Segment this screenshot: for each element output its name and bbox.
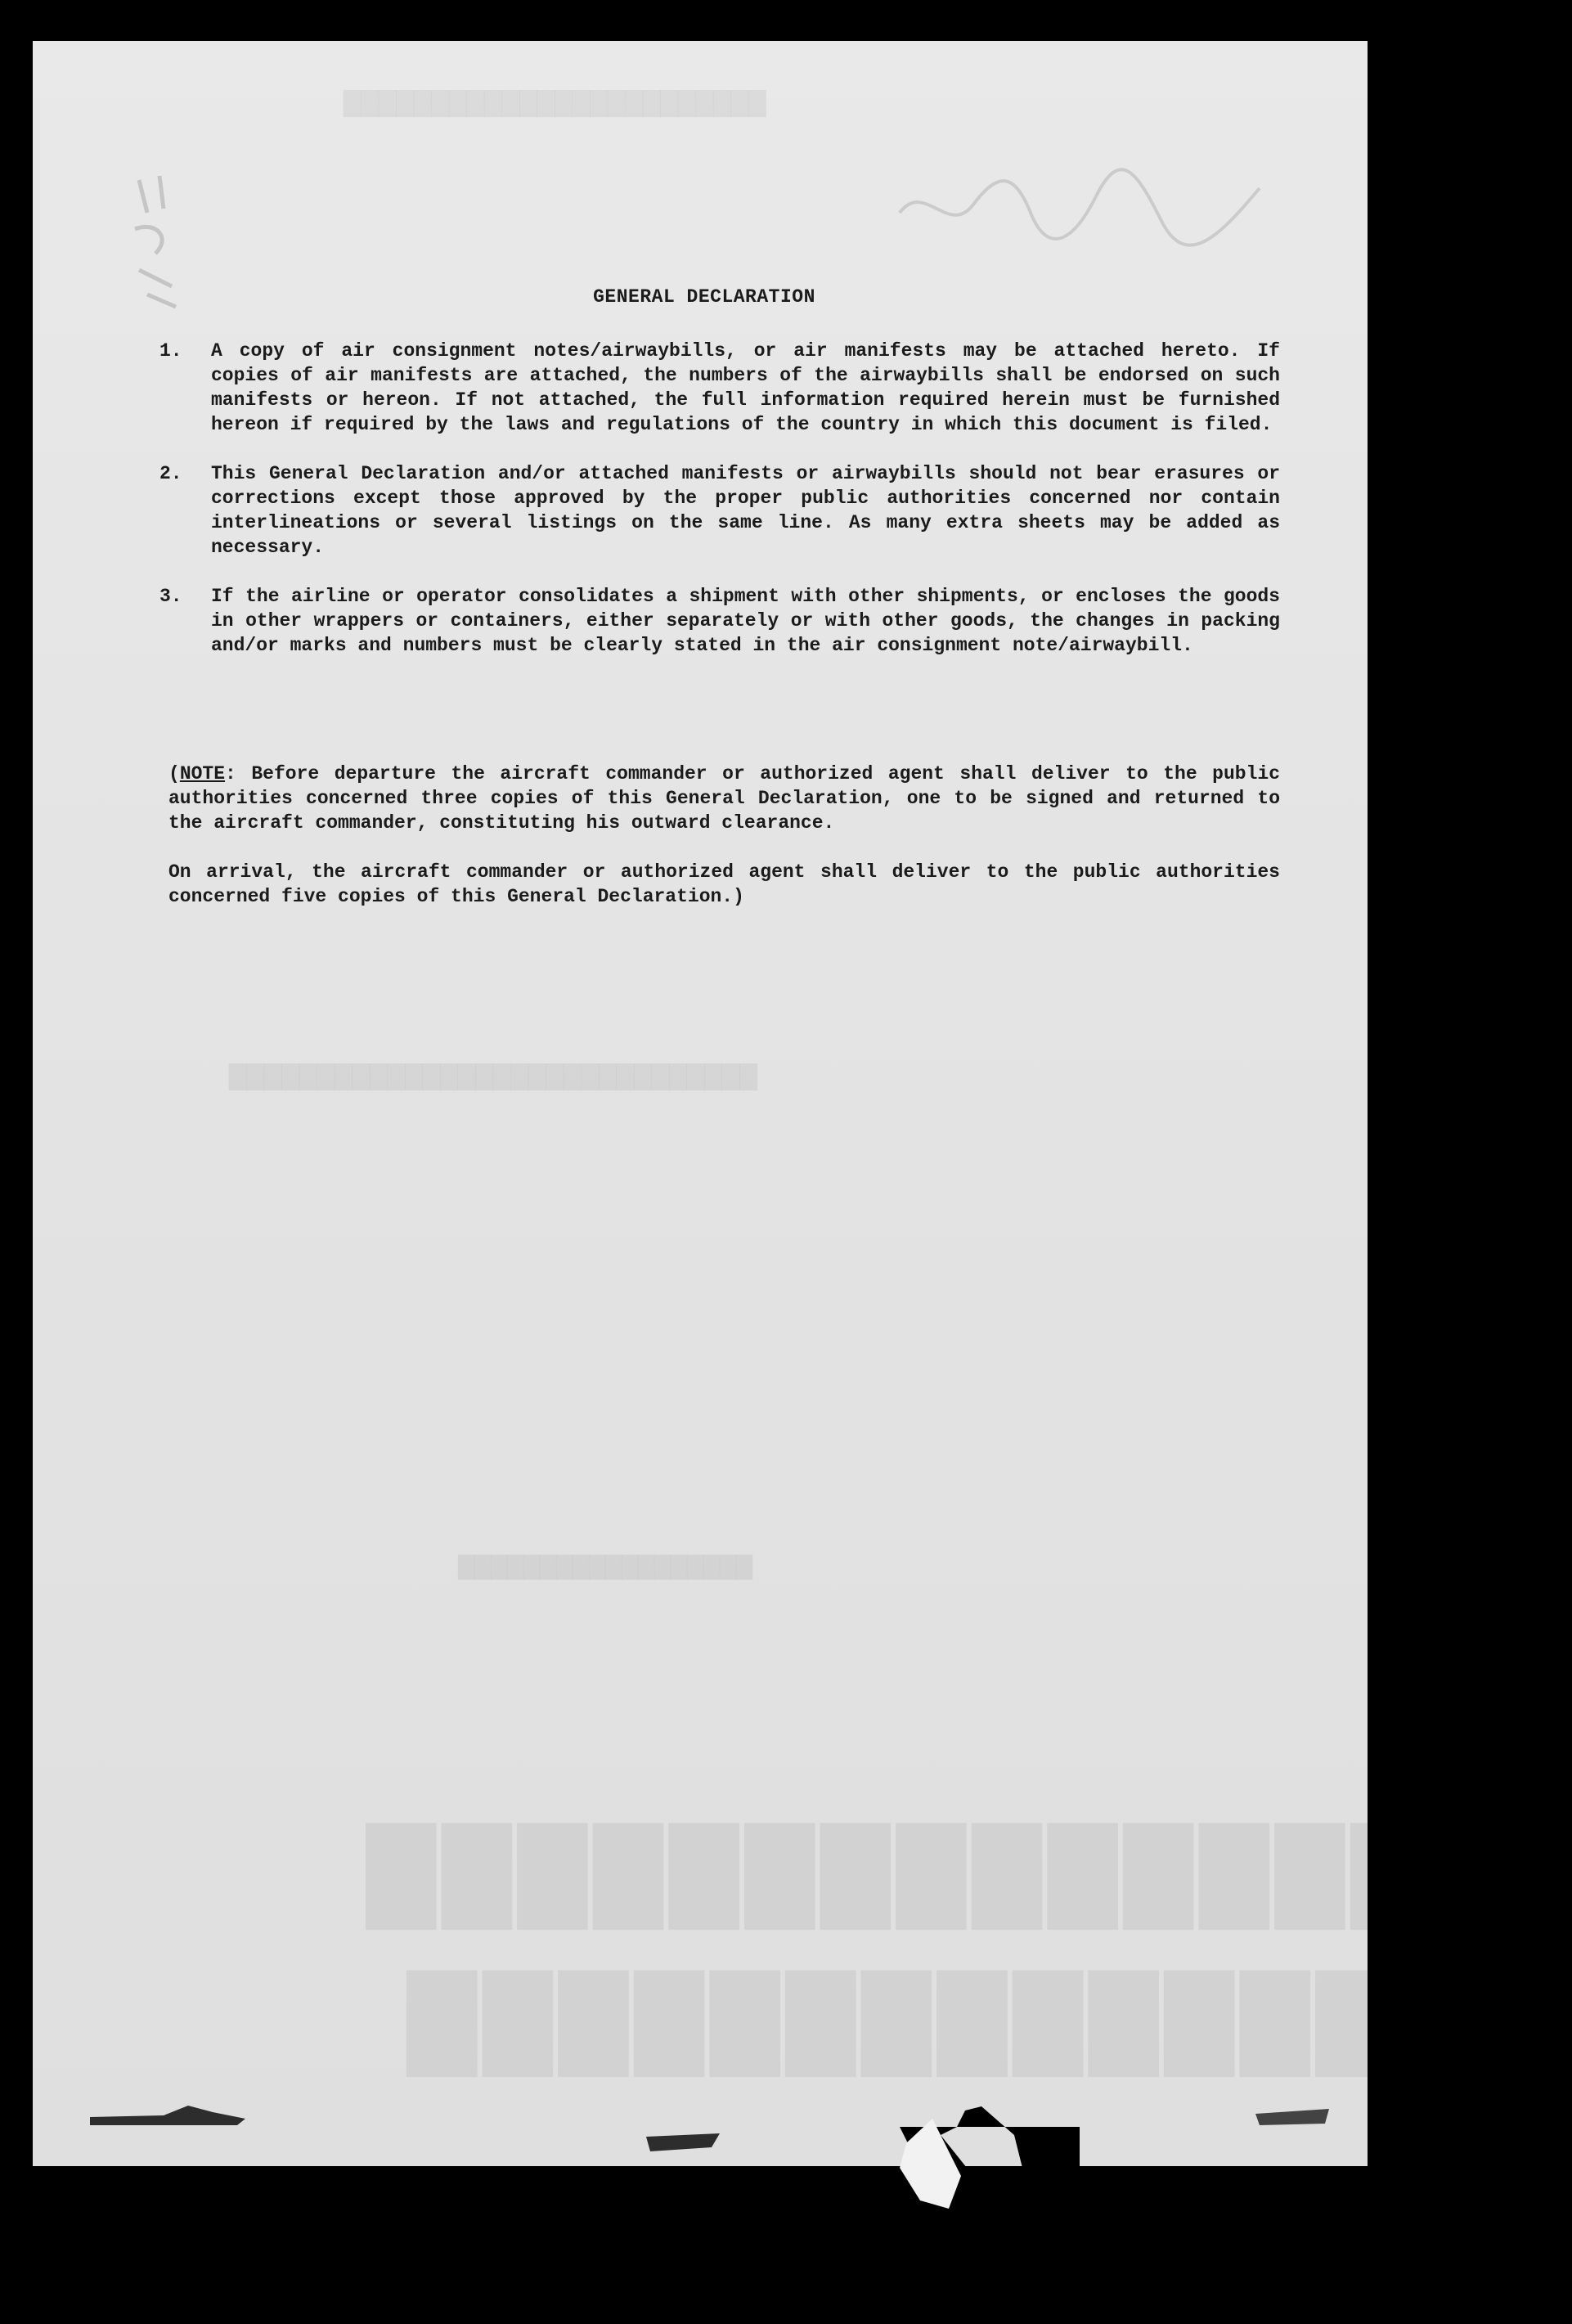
bleed-through-text-2: ██████████████████████████████ <box>229 1063 757 1090</box>
paper-sheet <box>33 41 1572 2166</box>
list-item <box>159 584 1280 658</box>
handwritten-scribble <box>892 155 1268 254</box>
note-label: NOTE <box>179 763 226 784</box>
item-number: 3. <box>159 586 182 607</box>
bleed-through-heading-2: █████████████ <box>401 1971 1386 2076</box>
note-paragraph-arrival: On arrival, the aircraft commander or authorized agent shall deliver to the public authorities concerned five copies of this General Declaration.) <box>168 861 1280 907</box>
note-paragraph-departure <box>168 762 1280 835</box>
item-number: 1. <box>159 340 182 362</box>
item-text: If the airline or operator consolidates a shipment with other shipments, or encloses the goods in other wrappers or containers, either separately or with other goods, the changes in packing and/or marks and numbers must be clearly stated in the air consignment note/airwaybill. <box>211 586 1280 656</box>
note-section <box>168 762 1280 933</box>
page-title: GENERAL DECLARATION <box>593 286 815 308</box>
item-number: 2. <box>159 463 182 484</box>
list-item <box>159 339 1280 437</box>
item-text: This General Declaration and/or attached manifests or airwaybills should not bear erasures or corrections except those approved by the proper public authorities concerned nor contain interlineations or several listings on the same line. As many extra sheets may be added as necessary. <box>211 463 1280 558</box>
note-departure-text: : Before departure the aircraft commander or authorized agent shall deliver to the public authorities concerned three copies of this General Declaration, one to be signed and returned to the aircraft commander, constituting his outward clearance. <box>168 763 1280 834</box>
bleed-through-heading: ████████████████ <box>360 1824 1572 1929</box>
note-open-paren: ( <box>168 763 180 784</box>
bleed-through-text: ████████████████████████ <box>344 90 766 117</box>
item-text: A copy of air consignment notes/airwaybills, or air manifests may be attached hereto. If copies of air manifests are attached, the numbers of the airwaybills shall be endorsed on such manifests or hereon. If not attached, the full information required herein must be furnished hereon if required by the laws and regulations of the country in which this document is filed. <box>211 340 1280 435</box>
bleed-through-text-3: ██████████████████ <box>458 1554 752 1579</box>
instruction-list <box>159 339 1280 682</box>
list-item <box>159 461 1280 560</box>
